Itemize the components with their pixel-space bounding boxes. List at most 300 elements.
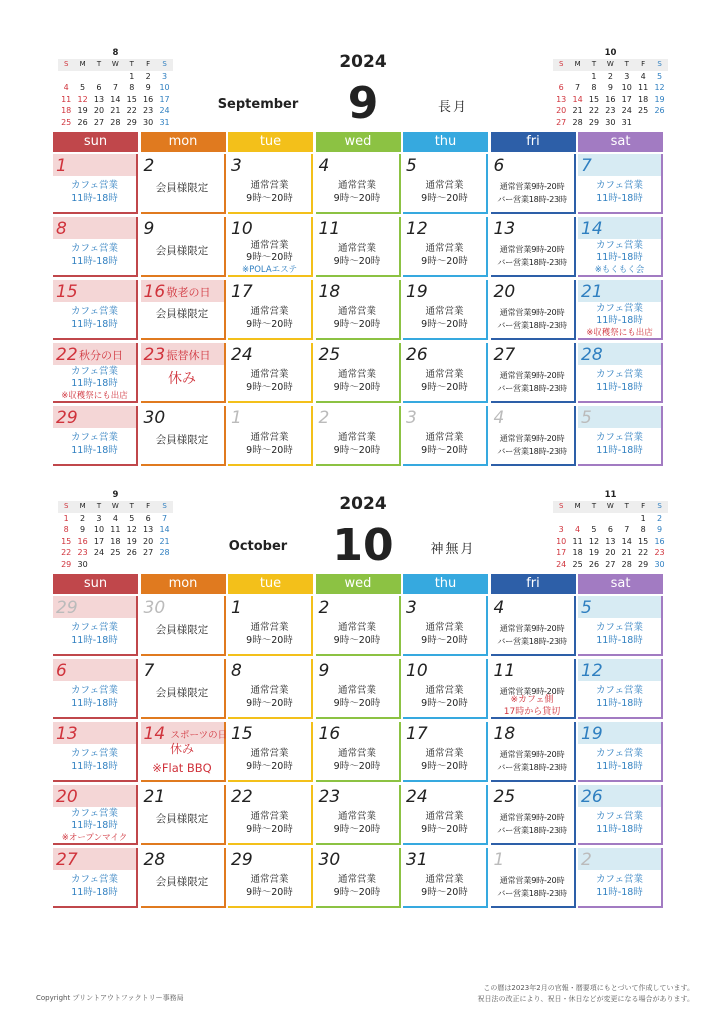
day-number: 16 — [143, 282, 166, 302]
mini-calendar-grid — [553, 59, 668, 128]
mini-day: 13 — [556, 94, 567, 104]
hours-line-2: 9時～20時 — [421, 698, 468, 709]
day-number: 26 — [406, 345, 428, 365]
day-cell — [578, 343, 663, 403]
hours-line-1: カフェ営業 — [595, 240, 644, 251]
hours-line-1: 通常営業 — [337, 622, 376, 633]
day-cell — [403, 154, 488, 214]
mini-day-letter: T — [619, 59, 635, 71]
mini-day — [553, 71, 569, 83]
hours-line-1: カフェ営業 — [70, 622, 119, 633]
mini-day: 21 — [110, 106, 121, 115]
day-number: 27 — [56, 850, 78, 870]
day-number: 29 — [231, 850, 253, 870]
mini-day: 6 — [96, 83, 102, 92]
mini-day-letter: T — [586, 501, 602, 513]
mini-day-letter: F — [635, 59, 651, 71]
mini-day — [553, 513, 569, 525]
hours-line-1: カフェ営業 — [595, 180, 644, 191]
mini-day-letter: S — [553, 501, 569, 513]
day-cell — [491, 659, 576, 719]
day-number: 14 — [581, 219, 603, 239]
mini-day: 29 — [126, 117, 137, 127]
day-cell — [491, 596, 576, 656]
hours-line-2: 9時～20時 — [333, 382, 381, 393]
hours-line-1: カフェ営業 — [70, 306, 119, 317]
mini-day-letter: S — [651, 501, 667, 513]
month-japanese-name: 神無月 — [430, 542, 476, 557]
holiday-name: 敬老の日 — [166, 286, 211, 299]
hours-line-1: 通常営業 — [425, 369, 464, 380]
day-number: 17 — [231, 282, 253, 302]
hours-line-2: 9時～20時 — [246, 252, 293, 263]
day-number: 3 — [406, 598, 417, 618]
hours-line-1: カフェ営業 — [70, 432, 119, 443]
day-cell — [578, 848, 663, 908]
weekday-header-wed: wed — [316, 132, 401, 152]
mini-day: 16 — [143, 94, 154, 104]
mini-day: 9 — [607, 83, 613, 92]
day-cell — [578, 154, 663, 214]
mini-day: 10 — [621, 83, 632, 92]
day-number: 19 — [406, 282, 428, 302]
hours-line-1: 通常営業 — [337, 369, 376, 380]
hours-line-1: カフェ営業 — [70, 748, 119, 759]
day-cell — [316, 406, 401, 466]
day-cell — [53, 280, 138, 340]
hours-line-2: 11時-18時 — [71, 887, 118, 898]
mini-calendar-grid — [58, 59, 173, 128]
hours-line-1: カフェ営業 — [595, 811, 644, 822]
hours-line-2: 11時-18時 — [71, 698, 118, 709]
mini-day: 25 — [61, 117, 72, 127]
hours-line-2: 9時～20時 — [333, 761, 381, 772]
mini-day: 11 — [110, 525, 121, 534]
mini-day: 5 — [129, 513, 135, 523]
weekday-header-row — [53, 574, 665, 594]
day-cell — [316, 280, 401, 340]
mini-day: 19 — [654, 94, 665, 104]
day-cell — [228, 722, 313, 782]
hours-line-2: 9時～20時 — [421, 887, 468, 898]
mini-day — [74, 71, 90, 83]
mini-calendar-left — [58, 490, 173, 570]
day-number: 2 — [318, 408, 330, 428]
hours-line-1: カフェ営業 — [70, 243, 119, 254]
event-note: ※オープンマイク — [61, 833, 128, 843]
member-only-label: 会員様限定 — [155, 434, 209, 446]
mini-day: 13 — [143, 525, 154, 534]
mini-day-letter: T — [619, 501, 635, 513]
day-number: 18 — [318, 282, 341, 302]
hours-line-2: 11時-18時 — [71, 193, 118, 204]
mini-day: 25 — [638, 106, 649, 115]
mini-day — [602, 513, 618, 525]
hours-line-2: 11時-18時 — [596, 382, 643, 393]
day-number: 24 — [231, 345, 253, 365]
hours-line-1: 通常営業 — [250, 685, 289, 696]
day-number: 5 — [581, 598, 592, 618]
hours-line-2: 9時～20時 — [246, 824, 293, 835]
hours-line-1: カフェ営業 — [70, 366, 119, 377]
mini-day: 29 — [61, 559, 72, 569]
day-cell — [403, 343, 488, 403]
mini-day-letter: F — [140, 501, 156, 513]
mini-day: 27 — [93, 117, 105, 127]
mini-day: 12 — [126, 525, 137, 534]
day-cell — [228, 406, 313, 466]
member-only-label: 会員様限定 — [155, 245, 209, 257]
day-number: 12 — [406, 219, 428, 239]
hours-line-1: 通常営業9時-20時 — [499, 812, 565, 822]
day-grid — [53, 596, 665, 908]
hours-line-1: 通常営業9時-20時 — [499, 875, 565, 885]
day-cell — [228, 659, 313, 719]
calendar-october — [53, 490, 665, 908]
mini-day-letter: T — [124, 501, 140, 513]
hours-line-1: カフェ営業 — [595, 874, 644, 885]
day-cell — [491, 343, 576, 403]
hours-line-2: 9時～20時 — [246, 635, 293, 646]
mini-day-letter: M — [569, 59, 585, 71]
day-cell — [578, 406, 663, 466]
mini-day: 14 — [110, 94, 121, 104]
mini-day: 5 — [591, 525, 597, 534]
day-number: 30 — [143, 408, 166, 428]
day-number: 6 — [56, 661, 67, 681]
hours-line-2: バー営業18時-23時 — [497, 636, 567, 646]
copyright-text: Copyright プリントアウトファクトリー事務局 — [36, 994, 184, 1002]
mini-day — [156, 559, 172, 571]
mini-day: 5 — [656, 71, 663, 81]
mini-day — [651, 117, 667, 129]
mini-day: 8 — [129, 83, 135, 92]
day-cell — [316, 785, 401, 845]
day-number: 17 — [406, 724, 428, 744]
mini-calendar-title: 11 — [604, 490, 617, 500]
mini-day: 19 — [77, 106, 88, 115]
hours-line-2: 11時-18時 — [596, 252, 643, 263]
mini-day: 10 — [556, 536, 567, 546]
mini-day — [586, 513, 602, 525]
mini-day-letter: W — [107, 501, 123, 513]
mini-day: 29 — [588, 117, 600, 127]
hours-line-1: 通常営業9時-20時 — [499, 181, 565, 191]
hours-line-1: 通常営業 — [250, 306, 289, 317]
mini-day: 4 — [640, 71, 646, 81]
hours-line-1: 通常営業 — [425, 811, 464, 822]
event-note: ※POLAエステ — [241, 265, 297, 275]
day-cell — [403, 722, 488, 782]
day-number: 1 — [56, 156, 67, 176]
mini-day: 6 — [558, 83, 564, 92]
month-number: 10 — [332, 520, 394, 571]
day-number: 23 — [318, 787, 341, 807]
day-number: 11 — [318, 219, 341, 239]
hours-line-2: 11時-18時 — [596, 698, 643, 709]
day-cell — [316, 154, 401, 214]
day-number: 8 — [56, 219, 67, 239]
mini-day: 15 — [126, 94, 137, 104]
mini-day: 7 — [575, 83, 581, 92]
day-number: 1 — [493, 850, 505, 870]
mini-day: 30 — [77, 559, 88, 569]
hours-line-1: 通常営業 — [250, 622, 289, 633]
mini-day: 24 — [93, 548, 105, 557]
hours-line-1: 通常営業 — [425, 306, 464, 317]
day-cell — [53, 154, 138, 214]
weekday-header-tue: tue — [228, 574, 313, 594]
member-only-label: 会員様限定 — [155, 687, 209, 699]
weekday-header-tue: tue — [228, 132, 313, 152]
mini-day: 31 — [621, 117, 632, 127]
hours-line-2: バー営業18時-23時 — [497, 825, 567, 835]
member-only-label: 会員様限定 — [155, 624, 209, 636]
mini-day: 13 — [93, 94, 105, 104]
year-label: 2024 — [339, 52, 387, 72]
mini-day: 16 — [605, 94, 616, 104]
mini-day — [140, 559, 156, 571]
day-number: 19 — [581, 724, 603, 744]
mini-day: 11 — [638, 83, 649, 92]
day-number: 7 — [581, 156, 592, 176]
day-number: 22 — [56, 345, 78, 365]
mini-day: 3 — [558, 525, 564, 534]
mini-day: 24 — [159, 106, 170, 115]
mini-day: 6 — [145, 513, 151, 523]
day-cell — [228, 848, 313, 908]
day-cell — [578, 785, 663, 845]
mini-day: 21 — [621, 548, 632, 557]
day-number: 21 — [143, 787, 166, 807]
mini-day: 17 — [556, 548, 567, 557]
hours-line-2: 9時～20時 — [246, 761, 293, 772]
mini-day: 31 — [159, 117, 170, 127]
mini-day: 18 — [572, 548, 583, 557]
day-cell — [53, 659, 138, 719]
mini-day: 17 — [621, 94, 632, 104]
day-number: 31 — [406, 850, 428, 870]
hours-line-1: カフェ営業 — [70, 685, 119, 696]
day-number: 18 — [493, 724, 516, 744]
hours-line-2: バー営業18時-23時 — [497, 257, 567, 267]
day-number: 26 — [581, 787, 603, 807]
mini-day: 4 — [63, 83, 69, 92]
mini-day-letter: W — [602, 59, 618, 71]
mini-day: 2 — [80, 513, 86, 523]
hours-line-1: 通常営業 — [337, 685, 376, 696]
mini-day-letter: M — [569, 501, 585, 513]
hours-line-2: バー営業18時-23時 — [497, 888, 567, 898]
day-cell — [403, 280, 488, 340]
mini-day-letter: S — [651, 59, 667, 71]
mini-day: 26 — [77, 117, 88, 127]
hours-line-2: 11時-18時 — [596, 315, 643, 326]
day-number: 14 — [143, 724, 166, 744]
hours-line-1: カフェ営業 — [595, 432, 644, 443]
day-cell — [403, 785, 488, 845]
day-number: 13 — [56, 724, 78, 744]
mini-day: 12 — [654, 83, 665, 92]
hours-line-2: バー営業18時-23時 — [497, 320, 567, 330]
mini-day: 15 — [588, 94, 600, 104]
day-cell — [141, 659, 226, 719]
mini-day: 21 — [159, 536, 170, 546]
mini-day: 13 — [605, 536, 616, 546]
mini-day: 9 — [80, 525, 86, 534]
event-note: ※収穫祭にも出店 — [61, 391, 128, 401]
day-number: 1 — [231, 598, 242, 618]
member-only-label: 会員様限定 — [155, 308, 209, 320]
mini-day: 26 — [588, 559, 600, 569]
day-cell — [578, 280, 663, 340]
mini-day: 1 — [129, 71, 135, 81]
mini-calendar-grid — [58, 501, 173, 570]
weekday-header-sun: sun — [53, 132, 138, 152]
hours-line-2: 11時-18時 — [71, 761, 118, 772]
day-number: 20 — [56, 787, 78, 807]
day-cell — [491, 154, 576, 214]
mini-day — [124, 559, 140, 571]
day-cell — [316, 659, 401, 719]
hours-line-2: 9時～20時 — [421, 256, 468, 267]
mini-day — [107, 559, 123, 571]
day-number: 4 — [493, 408, 505, 428]
hours-line-1: 通常営業9時-20時 — [499, 244, 565, 254]
mini-day: 8 — [63, 525, 69, 534]
event-note: ※もくもく会 — [594, 265, 645, 275]
mini-day: 1 — [591, 71, 597, 81]
mini-day-letter: T — [124, 59, 140, 71]
holiday-name: スポーツの日 — [170, 730, 228, 741]
mini-day: 18 — [110, 536, 121, 546]
mini-day: 16 — [77, 536, 88, 546]
hours-line-2: 9時～20時 — [246, 698, 293, 709]
mini-day: 9 — [145, 83, 151, 92]
day-number: 23 — [143, 345, 166, 365]
hours-line-1: 通常営業 — [337, 874, 376, 885]
hours-line-2: 11時-18時 — [596, 761, 643, 772]
hours-line-1: カフェ営業 — [595, 622, 644, 633]
day-number: 7 — [143, 661, 155, 681]
day-number: 29 — [56, 408, 78, 428]
hours-line-2: 9時～20時 — [421, 193, 468, 204]
holiday-name: 振替休日 — [166, 349, 211, 362]
mini-day: 30 — [143, 117, 154, 127]
mini-day-letter: T — [91, 501, 107, 513]
mini-day: 22 — [61, 548, 72, 557]
day-cell — [141, 785, 226, 845]
member-only-label: 会員様限定 — [155, 813, 209, 825]
day-cell — [578, 596, 663, 656]
weekday-header-mon: mon — [141, 574, 226, 594]
day-cell — [141, 596, 226, 656]
mini-day-letter: W — [107, 59, 123, 71]
day-cell — [403, 406, 488, 466]
mini-day: 14 — [159, 525, 170, 534]
hours-line-1: 通常営業9時-20時 — [499, 686, 565, 696]
mini-day: 7 — [624, 525, 630, 534]
day-number: 8 — [231, 661, 242, 681]
hours-line-2: 9時～20時 — [246, 193, 293, 204]
mini-day: 7 — [161, 513, 168, 523]
hours-line-2: 9時～20時 — [421, 824, 468, 835]
month-japanese-name: 長月 — [437, 100, 468, 115]
day-number: 5 — [581, 408, 592, 428]
hours-line-2: 9時～20時 — [246, 319, 293, 330]
mini-day: 12 — [588, 536, 600, 546]
weekday-header-mon: mon — [141, 132, 226, 152]
hours-line-1: 通常営業 — [250, 432, 289, 443]
day-number: 27 — [493, 345, 516, 365]
mini-day-letter: S — [156, 59, 172, 71]
mini-day-letter: W — [602, 501, 618, 513]
month-header — [53, 48, 665, 132]
day-grid — [53, 154, 665, 466]
day-cell — [141, 280, 226, 340]
mini-calendar-title: 8 — [112, 48, 119, 58]
weekday-header-fri: fri — [491, 132, 576, 152]
hours-line-1: 通常営業9時-20時 — [499, 749, 565, 759]
hours-line-1: 通常営業 — [425, 243, 464, 254]
mini-day: 6 — [607, 525, 613, 534]
month-english-name: September — [217, 97, 299, 112]
mini-day: 22 — [126, 106, 137, 115]
mini-day: 2 — [607, 71, 613, 81]
hours-line-2: 9時～20時 — [333, 635, 381, 646]
hours-line-2: 9時～20時 — [333, 256, 381, 267]
weekday-header-row — [53, 132, 665, 152]
day-cell — [316, 343, 401, 403]
hours-line-2: 11時-18時 — [596, 887, 643, 898]
mini-day: 12 — [77, 94, 88, 104]
mini-day: 20 — [143, 536, 154, 546]
hours-line-2: 9時～20時 — [333, 887, 381, 898]
hours-line-2: 9時～20時 — [246, 445, 293, 456]
mini-day: 18 — [61, 106, 72, 115]
day-number: 2 — [143, 156, 155, 176]
day-cell — [316, 596, 401, 656]
calendar-september — [53, 48, 665, 466]
hours-line-2: 11時-18時 — [71, 319, 118, 330]
mini-calendar-grid — [553, 501, 668, 570]
mini-day: 4 — [575, 525, 581, 534]
hours-line-1: 通常営業 — [425, 622, 464, 633]
day-cell — [141, 154, 226, 214]
event-note: 17時から貸切 — [503, 707, 561, 717]
day-number: 30 — [318, 850, 341, 870]
mini-day: 28 — [110, 117, 121, 127]
mini-day: 9 — [656, 525, 663, 534]
hours-line-2: 9時～20時 — [333, 193, 381, 204]
mini-day-letter: T — [91, 59, 107, 71]
mini-day: 23 — [605, 106, 616, 115]
hours-line-2: 11時-18時 — [596, 824, 643, 835]
day-number: 1 — [231, 408, 242, 428]
weekday-header-wed: wed — [316, 574, 401, 594]
hours-line-2: 11時-18時 — [71, 820, 118, 831]
mini-calendar-title: 10 — [604, 48, 617, 58]
day-cell — [228, 785, 313, 845]
mini-day-letter: M — [74, 59, 90, 71]
hours-line-1: 通常営業9時-20時 — [499, 307, 565, 317]
day-cell — [53, 406, 138, 466]
hours-line-1: 通常営業 — [425, 874, 464, 885]
hours-line-2: 11時-18時 — [596, 635, 643, 646]
weekday-header-thu: thu — [403, 574, 488, 594]
holiday-name: 秋分の日 — [79, 349, 123, 362]
day-cell — [141, 848, 226, 908]
